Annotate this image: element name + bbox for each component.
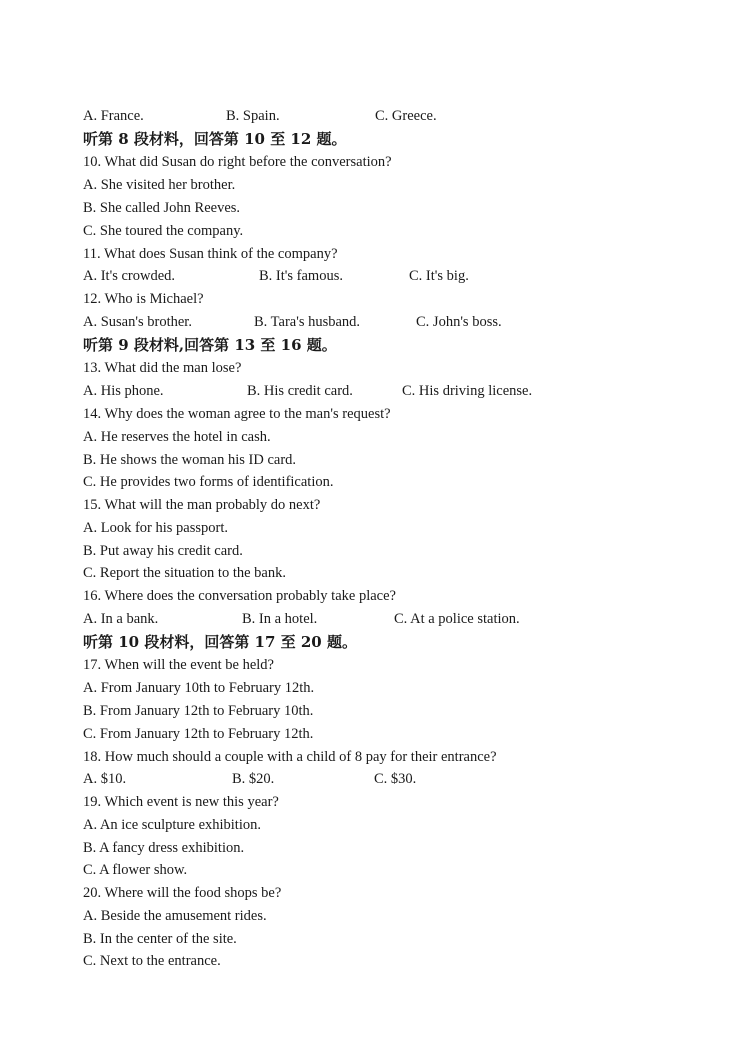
- q13-option-b: B. His credit card.: [247, 383, 353, 399]
- q16-option-a: A. In a bank.: [83, 611, 159, 627]
- q11-option-c: C. It's big.: [409, 268, 469, 284]
- q11-option-b: B. It's famous.: [259, 268, 343, 284]
- q16-question: 16. Where does the conversation probably take place?: [83, 588, 396, 604]
- q14-option-b: B. He shows the woman his ID card.: [83, 452, 297, 468]
- q19-option-a: A. An ice sculpture exhibition.: [83, 817, 261, 833]
- q13-option-c: C. His driving license.: [402, 383, 533, 399]
- q11-option-a: A. It's crowded.: [83, 268, 176, 284]
- q18-option-b: B. $20.: [232, 771, 275, 787]
- section-9-header: 听第 9 段材料,回答第 13 至 16 题。: [83, 336, 337, 354]
- q12-option-c: C. John's boss.: [416, 314, 502, 330]
- section-8-header: 听第 8 段材料，回答第 10 至 12 题。: [83, 130, 347, 148]
- q11-question: 11. What does Susan think of the company?: [83, 246, 338, 262]
- q17-option-c: C. From January 12th to February 12th.: [83, 726, 314, 742]
- q12-option-b: B. Tara's husband.: [254, 314, 361, 330]
- q14-option-c: C. He provides two forms of identification.: [83, 474, 334, 490]
- q19-option-b: B. A fancy dress exhibition.: [83, 840, 245, 856]
- q17-question: 17. When will the event be held?: [83, 657, 274, 673]
- q13-question: 13. What did the man lose?: [83, 360, 242, 376]
- q16-option-c: C. At a police station.: [394, 611, 520, 627]
- q10-option-a: A. She visited her brother.: [83, 177, 236, 193]
- q15-option-a: A. Look for his passport.: [83, 520, 228, 536]
- q20-option-a: A. Beside the amusement rides.: [83, 908, 267, 924]
- q15-question: 15. What will the man probably do next?: [83, 497, 321, 513]
- q20-question: 20. Where will the food shops be?: [83, 885, 282, 901]
- q19-question: 19. Which event is new this year?: [83, 794, 279, 810]
- q12-option-a: A. Susan's brother.: [83, 314, 192, 330]
- q18-option-a: A. $10.: [83, 771, 127, 787]
- q15-option-b: B. Put away his credit card.: [83, 543, 243, 559]
- q15-option-c: C. Report the situation to the bank.: [83, 565, 286, 581]
- q14-question: 14. Why does the woman agree to the man's request?: [83, 406, 391, 422]
- q19-option-c: C. A flower show.: [83, 862, 188, 878]
- q9-option-b: B. Spain.: [226, 108, 280, 124]
- q12-question: 12. Who is Michael?: [83, 291, 204, 307]
- q13-option-a: A. His phone.: [83, 383, 164, 399]
- section-10-header: 听第 10 段材料，回答第 17 至 20 题。: [83, 633, 357, 651]
- q17-option-b: B. From January 12th to February 10th.: [83, 703, 314, 719]
- q9-option-a: A. France.: [83, 108, 144, 124]
- q18-question: 18. How much should a couple with a child of 8 pay for their entrance?: [83, 749, 497, 765]
- q20-option-c: C. Next to the entrance.: [83, 953, 221, 969]
- q17-option-a: A. From January 10th to February 12th.: [83, 680, 315, 696]
- q10-option-b: B. She called John Reeves.: [83, 200, 241, 216]
- q18-option-c: C. $30.: [374, 771, 417, 787]
- q9-option-c: C. Greece.: [375, 108, 437, 124]
- q20-option-b: B. In the center of the site.: [83, 931, 237, 947]
- q10-question: 10. What did Susan do right before the conversation?: [83, 154, 392, 170]
- q16-option-b: B. In a hotel.: [242, 611, 318, 627]
- q14-option-a: A. He reserves the hotel in cash.: [83, 429, 271, 445]
- q10-option-c: C. She toured the company.: [83, 223, 244, 239]
